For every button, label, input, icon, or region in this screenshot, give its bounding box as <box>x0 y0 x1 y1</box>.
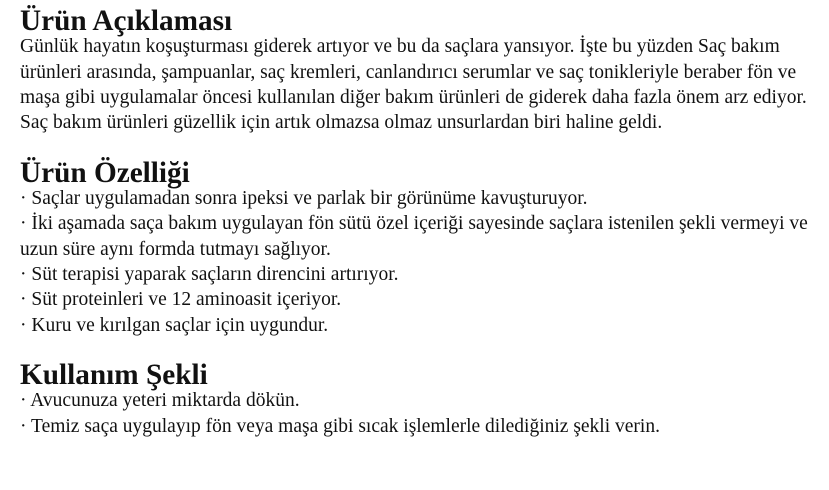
section-heading-description: Ürün Açıklaması <box>20 5 233 37</box>
feature-item: · Saçlar uygulamadan sonra ipeksi ve parlak bir görünüme kavuşturuyor. <box>20 188 588 210</box>
usage-item: · Temiz saça uygulayıp fön veya maşa gibi sıcak işlemlerle dilediğiniz şekli verin. <box>20 415 660 437</box>
section-heading-features: Ürün Özelliği <box>20 156 190 189</box>
section-features <box>20 156 821 338</box>
usage-item: · Avucunuza yeteri miktarda dökün. <box>20 390 300 412</box>
feature-item: · Süt proteinleri ve 12 aminoasit içeriyor. <box>20 289 342 311</box>
section-heading-usage: Kullanım Şekli <box>20 359 208 392</box>
usage-list <box>20 388 821 439</box>
feature-item: · Süt terapisi yaparak saçların direncini artırıyor. <box>20 263 399 285</box>
feature-item: · İki aşamada saça bakım uygulayan fön sütü özel içeriği sayesinde saçlara istenilen şekli vermeyi ve uzun süre aynı formda tutmayı sağlıyor. <box>20 213 808 260</box>
description-paragraph: Günlük hayatın koşuşturması giderek artıyor ve bu da saçlara yansıyor. İşte bu yüzden Saç bakım ürünleri arasında, şampuanlar, saç kremleri, canlandırıcı serumlar ve saç tonikleriyle beraber fön ve maşa gibi uygulamalar öncesi kullanılan diğer bakım ürünleri de giderek daha fazla önem arz ediyor. Saç bakım ürünleri güzellik için artık olmazsa olmaz unsurlardan biri haline geldi. <box>20 36 807 134</box>
feature-item: · Kuru ve kırılgan saçlar için uygundur. <box>20 314 329 336</box>
section-description <box>20 5 821 135</box>
features-list <box>20 186 821 338</box>
section-usage <box>20 359 821 439</box>
